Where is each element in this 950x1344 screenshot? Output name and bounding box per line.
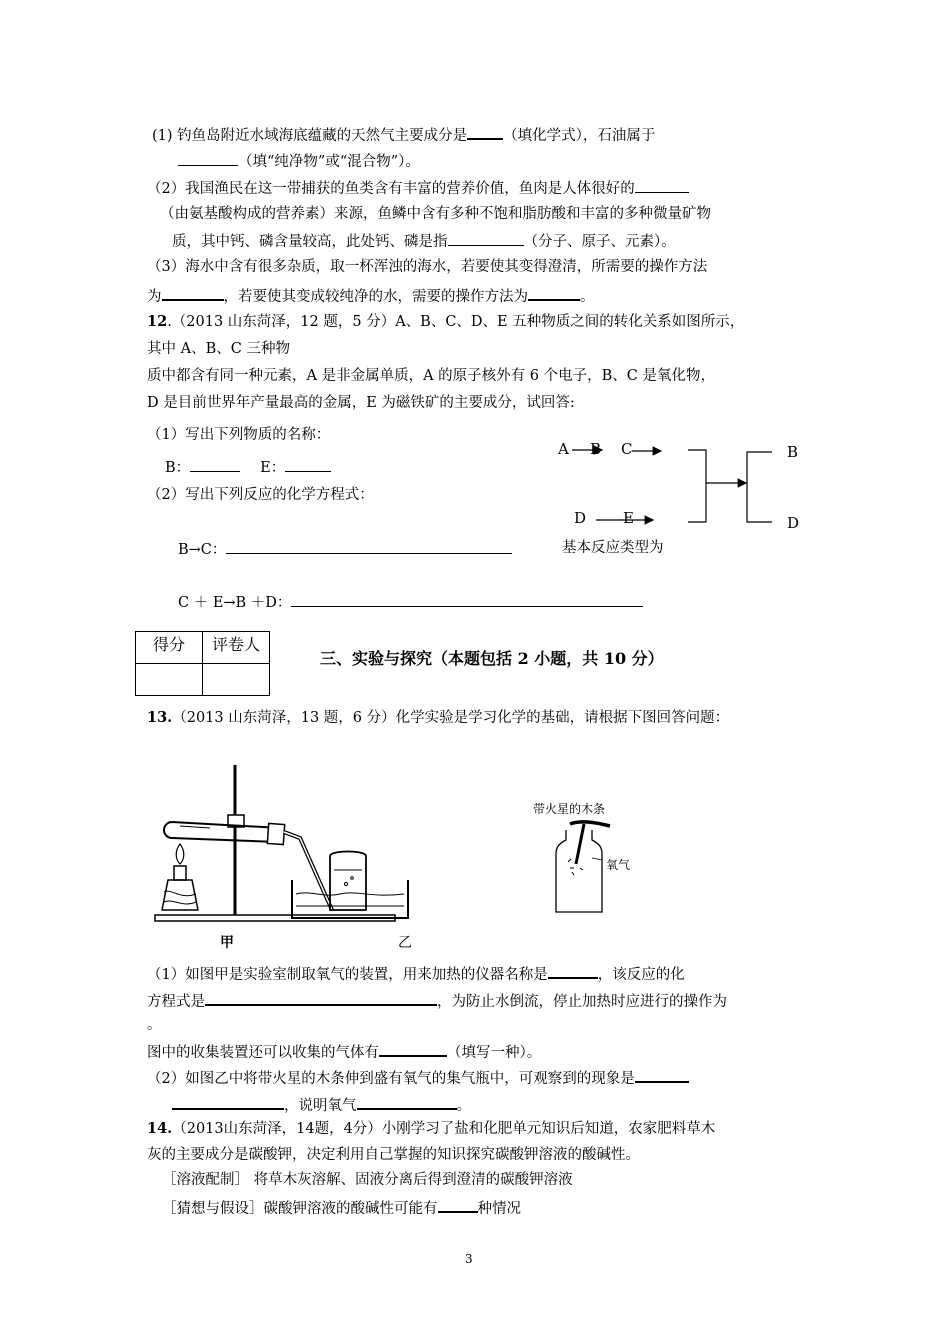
left-bracket (688, 450, 706, 522)
q14-number: 14. (147, 1120, 173, 1137)
test-tube (164, 822, 280, 842)
q11-part2-line1 (147, 177, 689, 199)
q11-p2-text-d: （分子、原子、元素）。 (523, 234, 676, 250)
diagram-label-c: C (621, 440, 633, 458)
q11-p3-text-c: ，若要使其变成较纯净的水，需要的操作方法为 (223, 289, 528, 305)
q11-p2-text-c: 质，其中钙、磷含量较高，此处钙、磷是指 (172, 234, 448, 250)
answer-blank[interactable] (467, 123, 503, 140)
q13-number: 13. (147, 709, 173, 726)
q12-transformation-diagram (550, 430, 810, 540)
q13-p1-text-b: ，该反应的化 (597, 967, 685, 983)
q11-part2-line3 (172, 230, 676, 252)
q13-intro-line (147, 708, 729, 728)
q13-p1-line3: 。 (147, 1017, 162, 1033)
q12-b-label: B： (165, 460, 191, 476)
q12-number: 12 (147, 313, 168, 330)
q11-p3-text-b: 为 (147, 289, 162, 305)
q11-part1-line1 (152, 123, 655, 146)
water-trough (292, 880, 408, 918)
q13-p1-line1 (147, 962, 685, 985)
q13-p2-text-a: （2）如图乙中将带火星的木条伸到盛有氧气的集气瓶中，可观察到的现象是 (147, 1071, 635, 1087)
diagram-label-d: D (574, 509, 587, 527)
q13-p2-text-b: ，说明氧气 (284, 1098, 357, 1114)
diagram-label-e: E (623, 509, 634, 527)
answer-blank[interactable] (291, 591, 643, 607)
diagram-label-d-out: D (787, 514, 800, 532)
q12-reaction-type: 基本反应类型为 (562, 540, 664, 556)
q14-text-a: ［猜想与假设］碳酸钾溶液的酸碱性可能有 (162, 1201, 438, 1217)
diagram-label-b: B (590, 440, 602, 458)
q13-p1-text-a: （1）如图甲是实验室制取氧气的装置，用来加热的仪器名称是 (147, 967, 548, 983)
q14-line4 (162, 1196, 521, 1219)
q14-line1 (147, 1119, 715, 1139)
q13-p2-line1 (147, 1066, 689, 1089)
q14-text-b: 种情况 (477, 1201, 521, 1217)
q11-p1-text-b: （填化学式），石油属于 (503, 128, 656, 144)
q14-line3: ［溶液配制］ 将草木灰溶解、固液分离后得到澄清的碳酸钾溶液 (162, 1172, 573, 1188)
score-cell[interactable] (136, 664, 203, 696)
q12-names-line (165, 456, 331, 478)
score-header: 得分 (136, 632, 203, 664)
q12-eq1-label: B→C： (178, 542, 227, 558)
q13-p2-line2 (172, 1093, 471, 1116)
diagram-label-b-out: B (787, 443, 799, 461)
spark-marks (568, 856, 583, 875)
q13-p1-text-c: 方程式是 (147, 994, 205, 1010)
answer-blank[interactable] (190, 456, 240, 472)
q11-p2-text-a: （2）我国渔民在这一带捕获的鱼类含有丰富的营养价值，鱼肉是人体很好的 (147, 181, 635, 197)
q13-p2-text-c: 。 (456, 1098, 471, 1114)
label-glowing-stick: 带火星的木条 (533, 802, 606, 816)
rubber-stopper (267, 823, 284, 844)
q11-part3-line2 (147, 284, 595, 307)
answer-blank[interactable] (548, 962, 598, 979)
grader-header: 评卷人 (203, 632, 270, 664)
right-bracket (747, 452, 772, 522)
label-oxygen: 氧气 (606, 858, 631, 872)
q12-line3: 质中都含有同一种元素，A 是非金属单质，A 的原子核外有 6 个电子，B、C 是氧化物， (147, 368, 715, 384)
answer-blank[interactable] (379, 1040, 447, 1057)
answer-blank[interactable] (172, 1093, 284, 1110)
score-table (135, 631, 270, 696)
q12-line2: 其中 A、B、C 三种物 (147, 341, 290, 357)
q12-intro: .（2013 山东菏泽，12 题，5 分）A、B、C、D、E 五种物质之间的转化关系如图所示， (167, 314, 745, 330)
answer-blank[interactable] (528, 284, 580, 301)
q11-part3-line1 (147, 257, 707, 277)
q12-eq2-label: C ＋ E→B ＋D： (178, 595, 292, 611)
answer-blank[interactable] (285, 456, 331, 472)
q12-e-label: E： (260, 460, 286, 476)
q12-sub2: （2）写出下列反应的化学方程式： (147, 487, 374, 503)
answer-blank[interactable] (205, 989, 437, 1006)
q12-eq2-line (178, 591, 643, 613)
q13-p1-text-f: 图中的收集装置还可以收集的气体有 (147, 1045, 379, 1061)
figure-jia-apparatus (150, 760, 430, 930)
answer-blank[interactable] (357, 1093, 457, 1110)
figure-yi-label: 乙 (398, 935, 412, 951)
gas-collecting-bottle (330, 852, 366, 911)
q11-part2-line2 (160, 204, 711, 224)
flame (176, 844, 184, 864)
section-title: 三、实验与探究（本题包括 2 小题，共 10 分） (320, 649, 664, 668)
q14-intro: （2013山东菏泽，14题，4分）小刚学习了盐和化肥单元知识后知道，农家肥料草木 (172, 1121, 716, 1137)
q11-p1-text-c: （填“纯净物”或“混合物”）。 (238, 154, 420, 170)
answer-blank[interactable] (635, 177, 689, 193)
figure-jia-label: 甲 (220, 935, 234, 951)
tube-content (180, 826, 210, 828)
q11-part1-line2 (178, 150, 420, 172)
q13-p1-line4 (147, 1040, 541, 1063)
answer-blank[interactable] (448, 230, 524, 246)
q11-p1-text-a: (1) 钓鱼岛附近水域海底蕴藏的天然气主要成分是 (152, 128, 468, 144)
q11-p3-text-d: 。 (580, 289, 595, 305)
q13-p1-line2 (147, 989, 727, 1012)
q12-sub1: （1）写出下列物质的名称： (147, 427, 331, 443)
grader-cell[interactable] (203, 664, 270, 696)
q12-eq1-line (178, 538, 512, 560)
q11-p3-text-a: （3）海水中含有很多杂质，取一杯浑浊的海水，若要使其变得澄清，所需要的操作方法 (147, 259, 708, 275)
q13-p1-text-g: （填写一种）。 (447, 1045, 542, 1061)
q11-p2-text-b: （由氨基酸构成的营养素）来源，鱼鳞中含有多种不饱和脂肪酸和丰富的多种微量矿物 (160, 206, 711, 222)
q12-line1 (147, 312, 744, 332)
answer-blank[interactable] (226, 538, 512, 554)
diagram-label-a: A (558, 440, 569, 458)
q13-p1-text-d: ，为防止水倒流，停止加热时应进行的操作为 (437, 994, 727, 1010)
page-number: 3 (465, 1252, 473, 1266)
answer-blank[interactable] (438, 1196, 478, 1213)
q12-line4: D 是目前世界年产量最高的金属，E 为磁铁矿的主要成分，试回答: (147, 395, 575, 411)
answer-blank[interactable] (635, 1066, 689, 1083)
glass-slide (570, 822, 610, 826)
q13-intro: （2013 山东菏泽，13 题，6 分）化学实验是学习化学的基础，请根据下图回答问题： (172, 710, 730, 726)
answer-blank[interactable] (178, 150, 238, 166)
answer-blank[interactable] (162, 284, 224, 301)
figure-yi-apparatus (540, 818, 660, 918)
q14-line2: 灰的主要成分是碳酸钾，决定利用自己掌握的知识探究碳酸钾溶液的酸碱性。 (147, 1147, 640, 1163)
